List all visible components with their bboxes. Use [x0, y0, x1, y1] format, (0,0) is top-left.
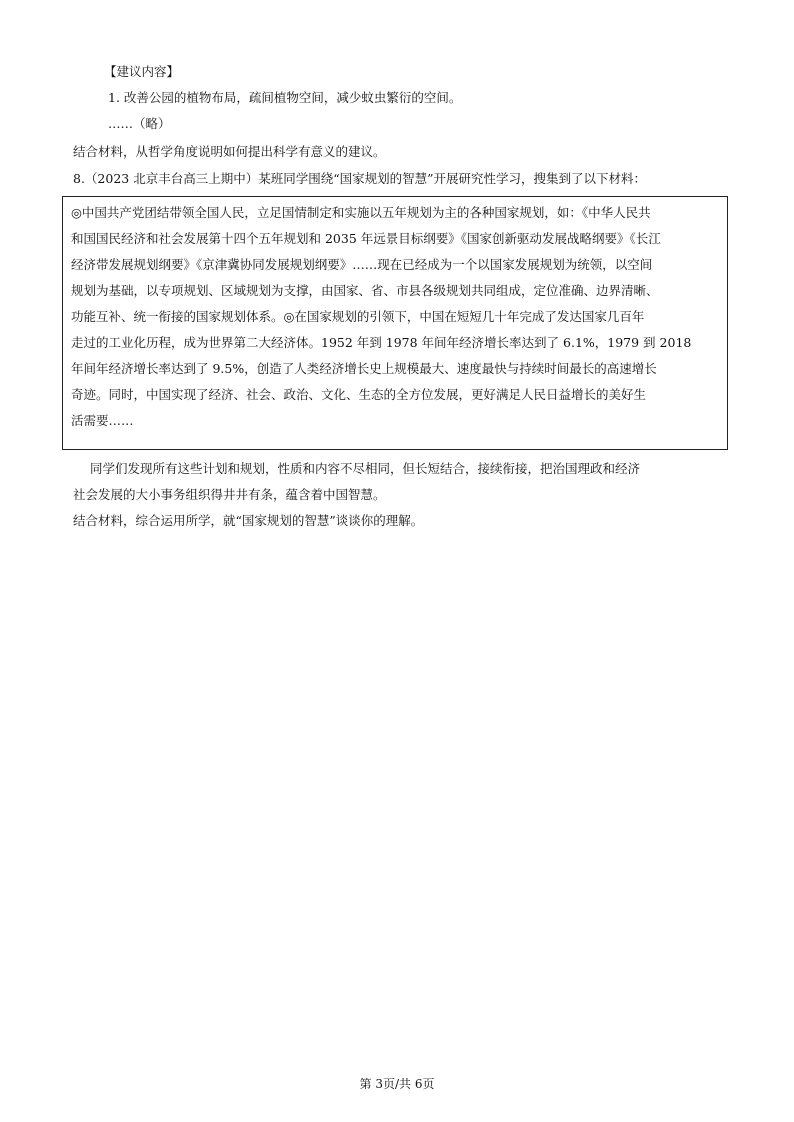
previous-question-prompt: 结合材料，从哲学角度说明如何提出科学有意义的建议。 [73, 144, 386, 159]
material-line: 和国国民经济和社会发展第十四个五年规划和 2035 年远景目标纲要》《国家创新驱动发展战略纲要》《长江 [71, 231, 661, 246]
question-8-prompt: 结合材料，综合运用所学，就“国家规划的智慧”谈谈你的理解。 [73, 513, 424, 528]
material-line: ◎中国共产党团结带领全国人民，立足国情制定和实施以五年规划为主的各种国家规划，如：《中华人民共 [71, 205, 651, 220]
observation-line-2: 社会发展的大小事务组织得井井有条，蕴含着中国智慧。 [73, 487, 386, 502]
material-line: 经济带发展规划纲要》《京津冀协同发展规划纲要》……现在已经成为一个以国家发展规划为统领，以空间 [71, 257, 653, 272]
material-line: 功能互补、统一衔接的国家规划体系。◎在国家规划的引领下，中国在短短几十年完成了发达国家几百年 [71, 309, 645, 324]
suggestion-item-1: 1. 改善公园的植物布局，疏间植物空间，减少蚊虫繁衍的空间。 [108, 90, 462, 105]
section-heading: 【建议内容】 [104, 64, 180, 79]
question-8-stem: 8.（2023 北京丰台高三上期中）某班同学围绕“国家规划的智慧”开展研究性学习，搜集到了以下材料： [73, 171, 646, 186]
material-box [62, 196, 728, 450]
ellipsis-omitted: ……（略） [108, 116, 171, 131]
material-line: 奇迹。同时，中国实现了经济、社会、政治、文化、生态的全方位发展，更好满足人民日益增长的美好生 [71, 387, 647, 402]
page-footer: 第 3页/共 6页 [359, 1077, 435, 1091]
material-line: 年间年经济增长率达到了 9.5%，创造了人类经济增长史上规模最大、速度最快与持续时间最长的高速增长 [71, 361, 657, 376]
material-line: 活需要…… [71, 413, 134, 428]
material-line: 走过的工业化历程，成为世界第二大经济体。1952 年到 1978 年间年经济增长率达到了 6.1%，1979 到 2018 [71, 335, 692, 350]
observation-line-1: 同学们发现所有这些计划和规划，性质和内容不尽相同，但长短结合，接续衔接，把治国理政和经济 [90, 461, 641, 476]
material-line: 规划为基础，以专项规划、区域规划为支撑，由国家、省、市县各级规划共同组成，定位准确、边界清晰、 [71, 283, 659, 298]
